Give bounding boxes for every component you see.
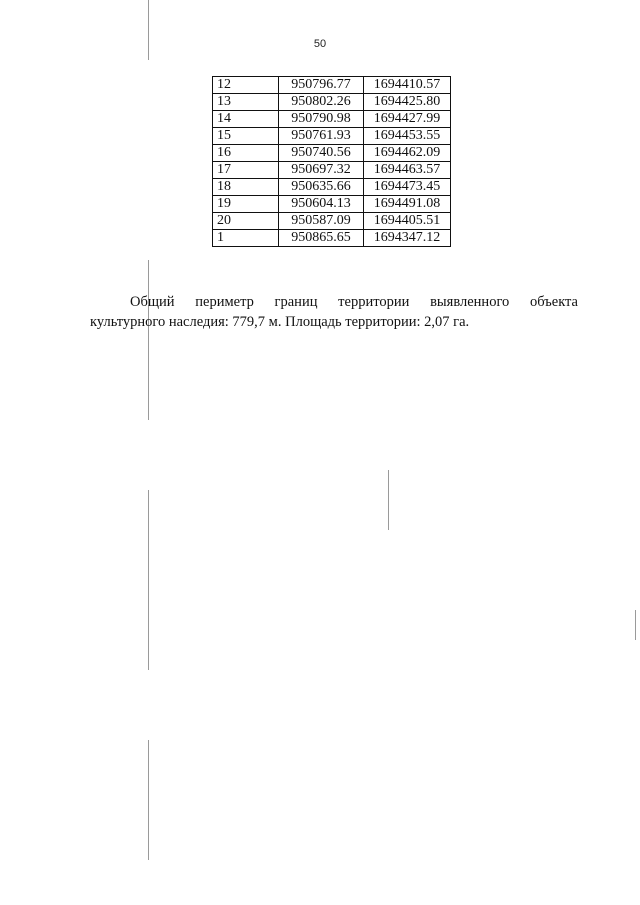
x-coordinate-cell: 950865.65 bbox=[279, 230, 364, 247]
y-coordinate-cell: 1694427.99 bbox=[364, 111, 451, 128]
table-row bbox=[213, 179, 451, 196]
x-coordinate-cell: 950761.93 bbox=[279, 128, 364, 145]
table-row bbox=[213, 94, 451, 111]
point-number-cell: 16 bbox=[213, 145, 279, 162]
y-coordinate-cell: 1694463.57 bbox=[364, 162, 451, 179]
y-coordinate-cell: 1694410.57 bbox=[364, 77, 451, 94]
table-row bbox=[213, 162, 451, 179]
point-number-cell: 1 bbox=[213, 230, 279, 247]
x-coordinate-cell: 950635.66 bbox=[279, 179, 364, 196]
table-row bbox=[213, 230, 451, 247]
point-number-cell: 17 bbox=[213, 162, 279, 179]
y-coordinate-cell: 1694491.08 bbox=[364, 196, 451, 213]
scan-artifact-line bbox=[148, 260, 149, 420]
summary-paragraph bbox=[90, 292, 578, 332]
scan-artifact-line bbox=[148, 740, 149, 860]
point-number-cell: 20 bbox=[213, 213, 279, 230]
table-row bbox=[213, 111, 451, 128]
page-number: 50 bbox=[313, 38, 327, 50]
x-coordinate-cell: 950796.77 bbox=[279, 77, 364, 94]
table-row bbox=[213, 128, 451, 145]
table-row bbox=[213, 196, 451, 213]
summary-line-perimeter: Общий периметр границ территории выявленного объекта bbox=[130, 294, 578, 310]
x-coordinate-cell: 950740.56 bbox=[279, 145, 364, 162]
y-coordinate-cell: 1694462.09 bbox=[364, 145, 451, 162]
x-coordinate-cell: 950790.98 bbox=[279, 111, 364, 128]
point-number-cell: 19 bbox=[213, 196, 279, 213]
x-coordinate-cell: 950697.32 bbox=[279, 162, 364, 179]
scan-artifact-line bbox=[148, 0, 149, 60]
point-number-cell: 13 bbox=[213, 94, 279, 111]
y-coordinate-cell: 1694347.12 bbox=[364, 230, 451, 247]
y-coordinate-cell: 1694405.51 bbox=[364, 213, 451, 230]
summary-line-area: культурного наследия: 779,7 м. Площадь территории: 2,07 га. bbox=[90, 314, 470, 330]
coordinates-table bbox=[212, 76, 451, 247]
table-row bbox=[213, 213, 451, 230]
scan-artifact-line bbox=[148, 490, 149, 670]
y-coordinate-cell: 1694473.45 bbox=[364, 179, 451, 196]
point-number-cell: 12 bbox=[213, 77, 279, 94]
point-number-cell: 18 bbox=[213, 179, 279, 196]
point-number-cell: 14 bbox=[213, 111, 279, 128]
y-coordinate-cell: 1694453.55 bbox=[364, 128, 451, 145]
scan-artifact-line bbox=[635, 610, 636, 640]
y-coordinate-cell: 1694425.80 bbox=[364, 94, 451, 111]
table-row bbox=[213, 145, 451, 162]
table-row bbox=[213, 77, 451, 94]
x-coordinate-cell: 950604.13 bbox=[279, 196, 364, 213]
scan-artifact-line bbox=[388, 470, 389, 530]
x-coordinate-cell: 950587.09 bbox=[279, 213, 364, 230]
point-number-cell: 15 bbox=[213, 128, 279, 145]
x-coordinate-cell: 950802.26 bbox=[279, 94, 364, 111]
